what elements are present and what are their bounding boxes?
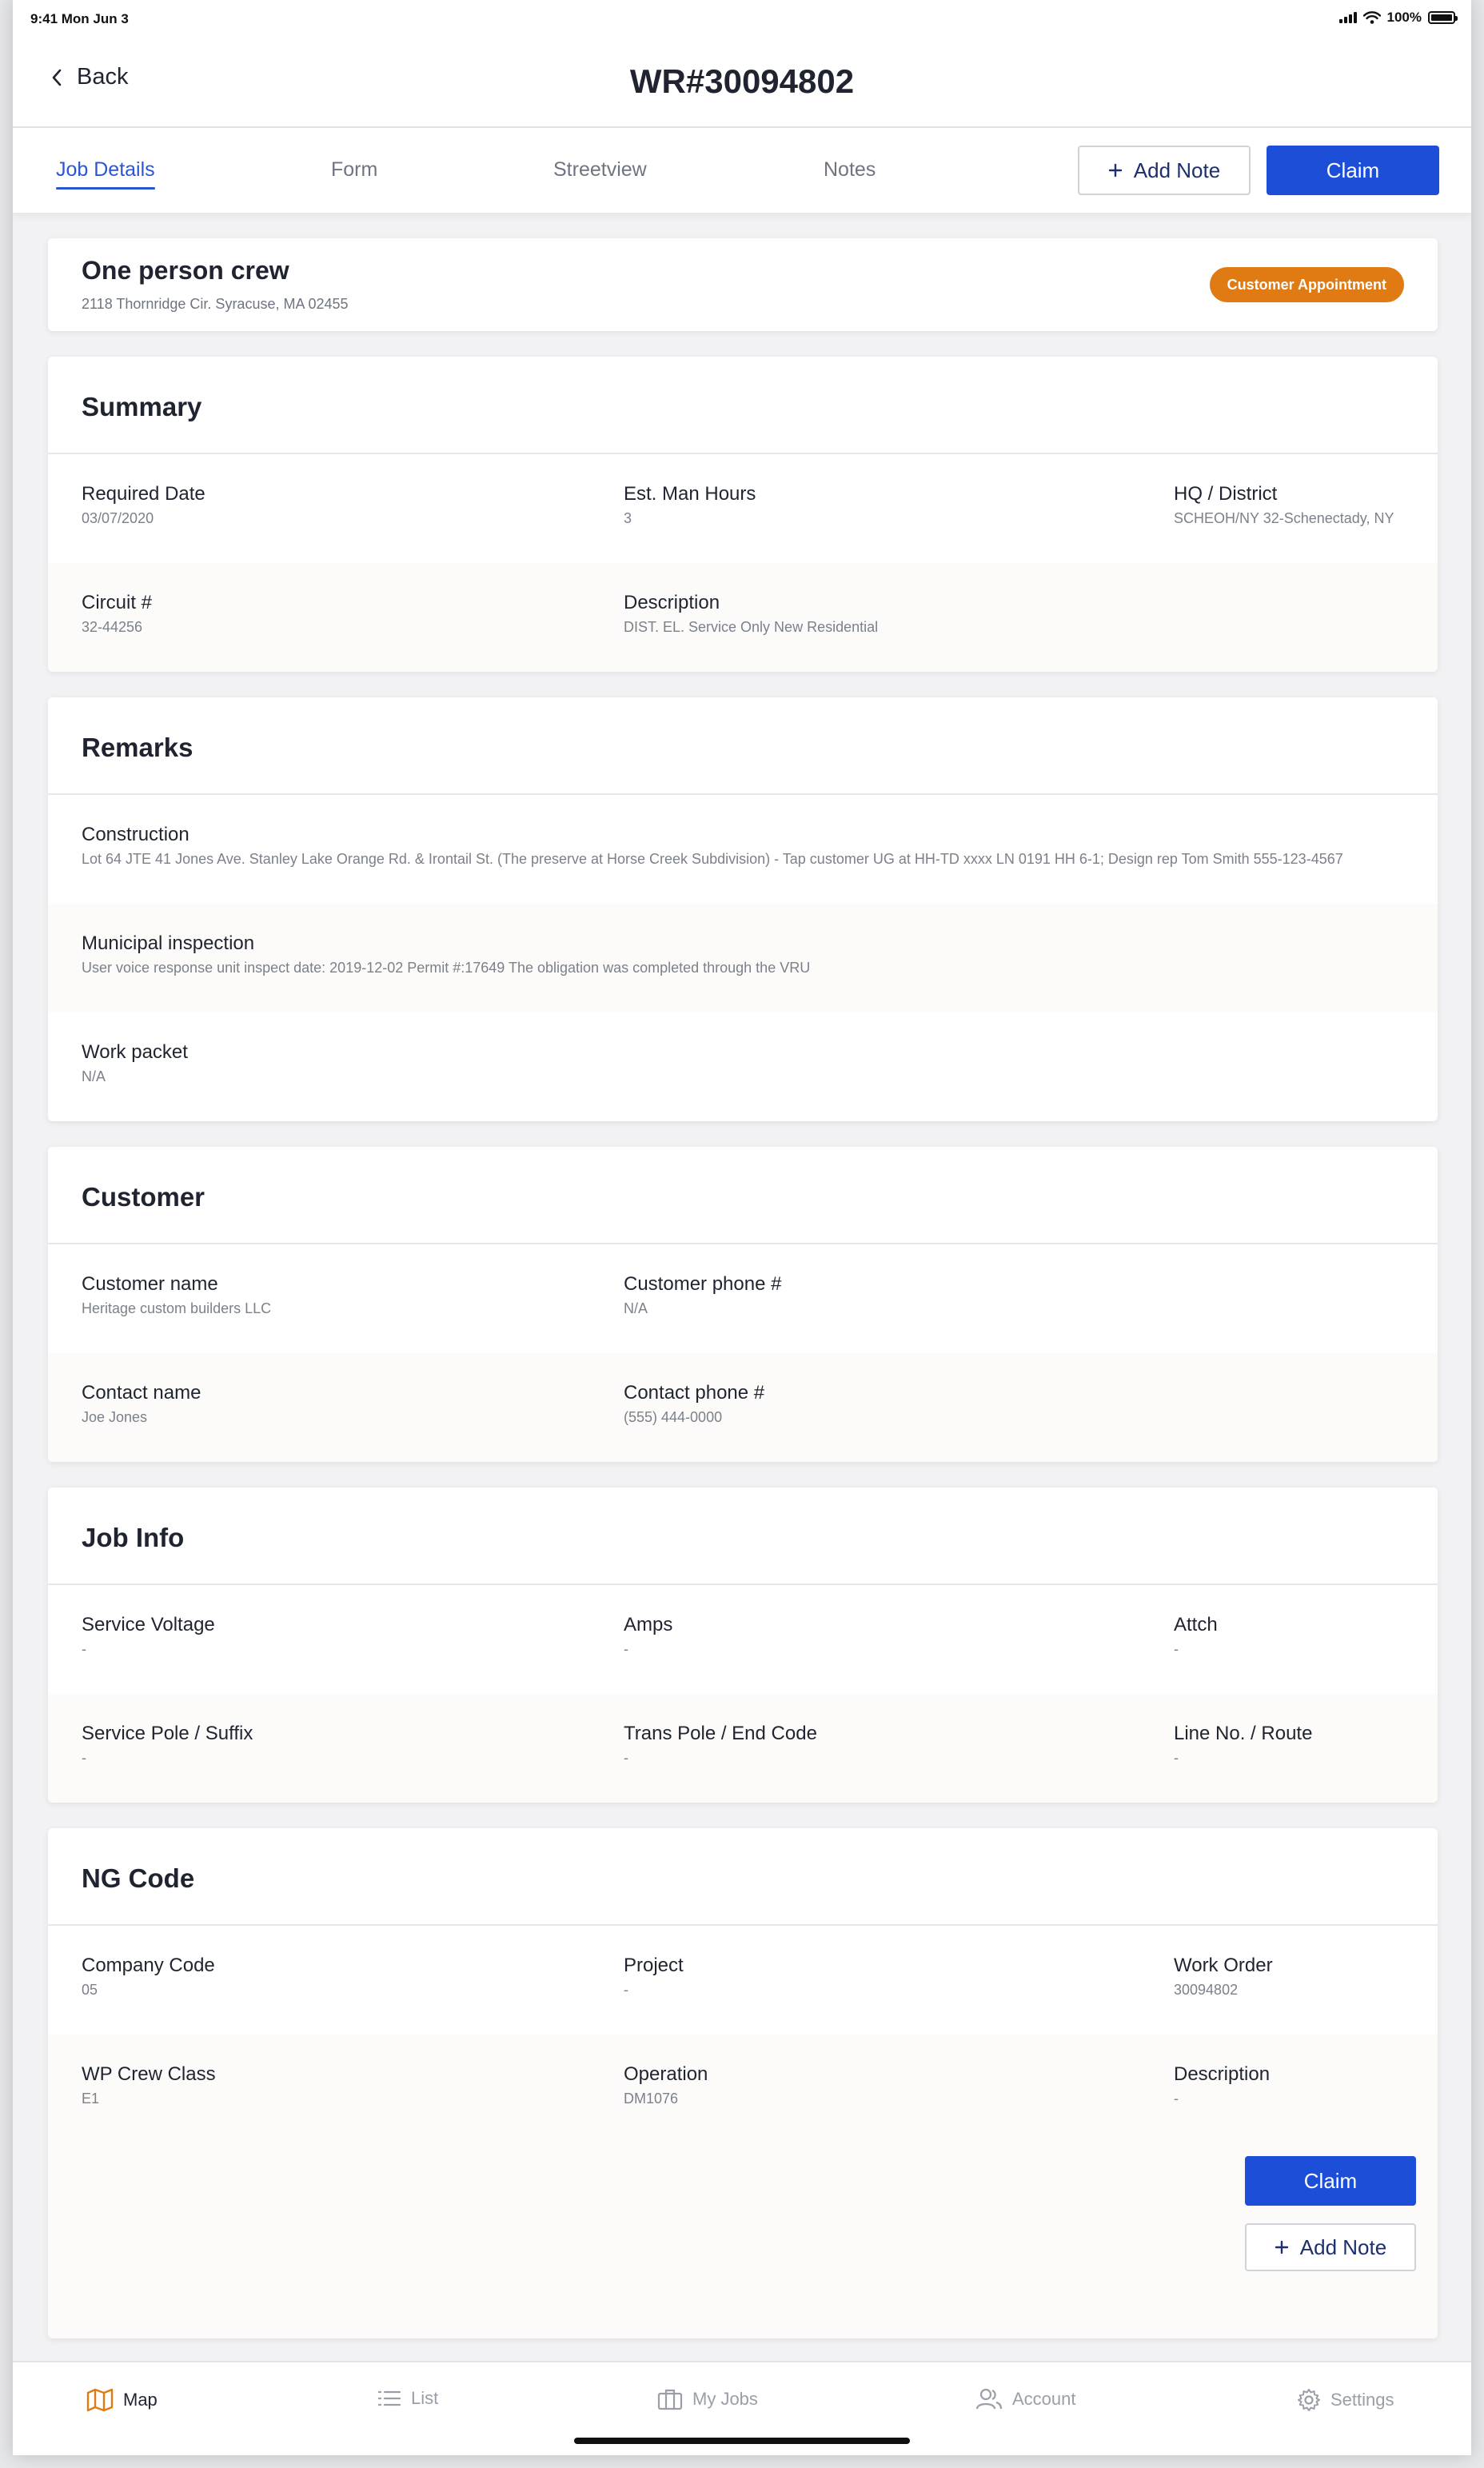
field-value: Lot 64 JTE 41 Jones Ave. Stanley Lake Orange Rd. & Irontail St. (The preserve at Horse Creek Subdivision) - Tap customer UG at HH-TD xxxx LN 0191 HH 6-1; Design rep Tom Smith 555-123-4567 <box>82 851 1343 867</box>
plus-icon <box>1275 2240 1289 2254</box>
field-value: (555) 444-0000 <box>624 1409 723 1425</box>
job-details-content <box>48 238 1438 2364</box>
nav-my-jobs-label: My Jobs <box>692 2389 758 2409</box>
claim-button-bottom[interactable]: Claim <box>1245 2156 1416 2206</box>
tab-notes[interactable]: Notes <box>824 158 876 181</box>
field-label: Attch <box>1174 1614 1218 1635</box>
job-info-row <box>48 1585 1438 1694</box>
field-label: Circuit # <box>82 592 153 613</box>
field-customer-phone <box>624 1273 1174 1353</box>
crew-title: One person crew <box>82 256 289 285</box>
claim-button[interactable]: Claim <box>1267 146 1439 195</box>
list-icon <box>377 2389 401 2408</box>
field-value: 03/07/2020 <box>82 510 154 526</box>
field-circuit <box>82 592 624 672</box>
field-label: Municipal inspection <box>82 932 255 954</box>
customer-title: Customer <box>48 1147 1438 1244</box>
crew-address: 2118 Thornridge Cir. Syracuse, MA 02455 <box>82 296 349 312</box>
field-label: Trans Pole / End Code <box>624 1723 817 1744</box>
nav-account-label: Account <box>1012 2389 1076 2409</box>
field-work-packet <box>82 1041 188 1121</box>
map-icon <box>86 2388 114 2412</box>
field-company-code <box>82 1955 624 2035</box>
customer-row <box>48 1244 1438 1353</box>
field-label: Service Voltage <box>82 1614 215 1635</box>
field-amps <box>624 1614 1174 1694</box>
tab-bar <box>13 128 1471 213</box>
field-attch <box>1174 1614 1404 1694</box>
nav-map[interactable] <box>86 2388 158 2412</box>
chevron-left-icon <box>51 69 62 86</box>
remarks-row <box>48 1012 1438 1121</box>
briefcase-icon <box>657 2388 683 2410</box>
field-value: 32-44256 <box>82 619 143 635</box>
field-value: 3 <box>624 510 632 526</box>
field-customer-name <box>82 1273 624 1353</box>
nav-settings-label: Settings <box>1330 2390 1394 2410</box>
field-value: User voice response unit inspect date: 2019-12-02 Permit #:17649 The obligation was completed through the VRU <box>82 960 811 976</box>
field-label: Contact name <box>82 1382 201 1404</box>
summary-card <box>48 357 1438 672</box>
status-indicators <box>1339 10 1455 26</box>
back-button[interactable] <box>51 64 128 90</box>
field-value: N/A <box>82 1068 106 1084</box>
ng-code-title: NG Code <box>48 1828 1438 1926</box>
customer-row <box>48 1353 1438 1462</box>
battery-icon <box>1428 11 1455 24</box>
field-line-route <box>1174 1723 1404 1803</box>
gear-icon <box>1297 2388 1321 2412</box>
field-value: - <box>624 1750 628 1766</box>
signal-icon <box>1339 12 1357 23</box>
field-value: Joe Jones <box>82 1409 148 1425</box>
crew-card <box>48 238 1438 331</box>
page-title: WR#30094802 <box>629 62 855 100</box>
field-value: - <box>624 1641 628 1657</box>
nav-list[interactable] <box>377 2388 438 2409</box>
field-wp-crew-class <box>82 2063 624 2143</box>
nav-list-label: List <box>411 2388 439 2408</box>
tab-form[interactable]: Form <box>331 158 378 181</box>
field-label: Description <box>624 592 720 613</box>
field-contact-phone <box>624 1382 1174 1462</box>
home-indicator <box>574 2438 910 2444</box>
nav-bar <box>13 40 1471 128</box>
field-work-order <box>1174 1955 1404 2035</box>
field-label: Work Order <box>1174 1955 1273 1976</box>
wifi-icon <box>1363 11 1381 24</box>
nav-my-jobs[interactable] <box>657 2388 758 2410</box>
remarks-card <box>48 697 1438 1121</box>
customer-card <box>48 1147 1438 1462</box>
field-label: Required Date <box>82 483 205 505</box>
field-label: Construction <box>82 824 189 845</box>
ng-code-card <box>48 1828 1438 2338</box>
summary-row <box>48 454 1438 563</box>
field-label: Est. Man Hours <box>624 483 756 505</box>
nav-settings[interactable] <box>1297 2388 1394 2412</box>
status-bar <box>13 0 1471 40</box>
field-value: Heritage custom builders LLC <box>82 1300 272 1316</box>
field-service-pole <box>82 1723 624 1803</box>
field-operation <box>624 2063 1174 2143</box>
ng-code-actions <box>48 2143 1438 2338</box>
field-value: - <box>1174 2091 1179 2107</box>
field-value: - <box>82 1750 86 1766</box>
field-label: Line No. / Route <box>1174 1723 1313 1744</box>
field-label: Description <box>1174 2063 1271 2085</box>
tab-job-details[interactable]: Job Details <box>56 158 155 181</box>
field-value: E1 <box>82 2091 100 2107</box>
field-label: HQ / District <box>1174 483 1278 505</box>
plus-icon <box>1108 163 1123 178</box>
field-municipal-inspection <box>82 932 810 1012</box>
field-construction <box>82 824 1343 904</box>
field-description <box>624 592 1174 672</box>
ng-code-row <box>48 1926 1438 2035</box>
account-icon <box>975 2388 1003 2410</box>
job-info-card <box>48 1488 1438 1803</box>
field-value: SCHEOH/NY 32-Schenectady, NY <box>1174 510 1394 526</box>
field-value: - <box>82 1641 86 1657</box>
nav-map-label: Map <box>123 2390 158 2410</box>
add-note-label: Add Note <box>1299 2234 1387 2259</box>
remarks-title: Remarks <box>48 697 1438 795</box>
battery-percent: 100% <box>1386 10 1422 25</box>
add-note-button[interactable] <box>1078 146 1251 195</box>
remarks-row <box>48 795 1438 904</box>
field-trans-pole <box>624 1723 1174 1803</box>
app-screen <box>13 0 1471 2455</box>
field-value: 30094802 <box>1174 1982 1239 1998</box>
field-est-man-hours <box>624 483 1174 563</box>
field-value: 05 <box>82 1982 98 1998</box>
field-project <box>624 1955 1174 2035</box>
job-info-title: Job Info <box>48 1488 1438 1585</box>
field-service-voltage <box>82 1614 624 1694</box>
remarks-row <box>48 904 1438 1012</box>
field-hq-district <box>1174 483 1404 563</box>
field-label: Service Pole / Suffix <box>82 1723 253 1744</box>
field-label: Work packet <box>82 1041 188 1063</box>
field-label: WP Crew Class <box>82 2063 216 2085</box>
field-value: N/A <box>624 1300 648 1316</box>
nav-account[interactable] <box>975 2388 1076 2410</box>
field-label: Customer name <box>82 1273 218 1295</box>
field-label: Customer phone # <box>624 1273 782 1295</box>
add-note-label: Add Note <box>1133 158 1221 182</box>
field-contact-name <box>82 1382 624 1462</box>
summary-row <box>48 563 1438 672</box>
field-label: Operation <box>624 2063 708 2085</box>
field-value: - <box>1174 1641 1179 1657</box>
job-info-row <box>48 1694 1438 1803</box>
field-label: Company Code <box>82 1955 215 1976</box>
field-value: DIST. EL. Service Only New Residential <box>624 619 879 635</box>
bottom-nav <box>13 2361 1471 2455</box>
status-time: 9:41 Mon Jun 3 <box>30 11 129 26</box>
field-required-date <box>82 483 624 563</box>
field-ng-description <box>1174 2063 1404 2143</box>
field-value: DM1076 <box>624 2091 679 2107</box>
field-label: Contact phone # <box>624 1382 765 1404</box>
summary-title: Summary <box>48 357 1438 454</box>
field-label: Amps <box>624 1614 673 1635</box>
ng-code-row <box>48 2035 1438 2143</box>
back-label: Back <box>77 64 129 90</box>
field-value: - <box>624 1982 628 1998</box>
tab-streetview[interactable]: Streetview <box>553 158 647 181</box>
field-label: Project <box>624 1955 684 1976</box>
status-badge: Customer Appointment <box>1210 267 1404 302</box>
add-note-button-bottom[interactable] <box>1245 2223 1416 2271</box>
field-value: - <box>1174 1750 1179 1766</box>
